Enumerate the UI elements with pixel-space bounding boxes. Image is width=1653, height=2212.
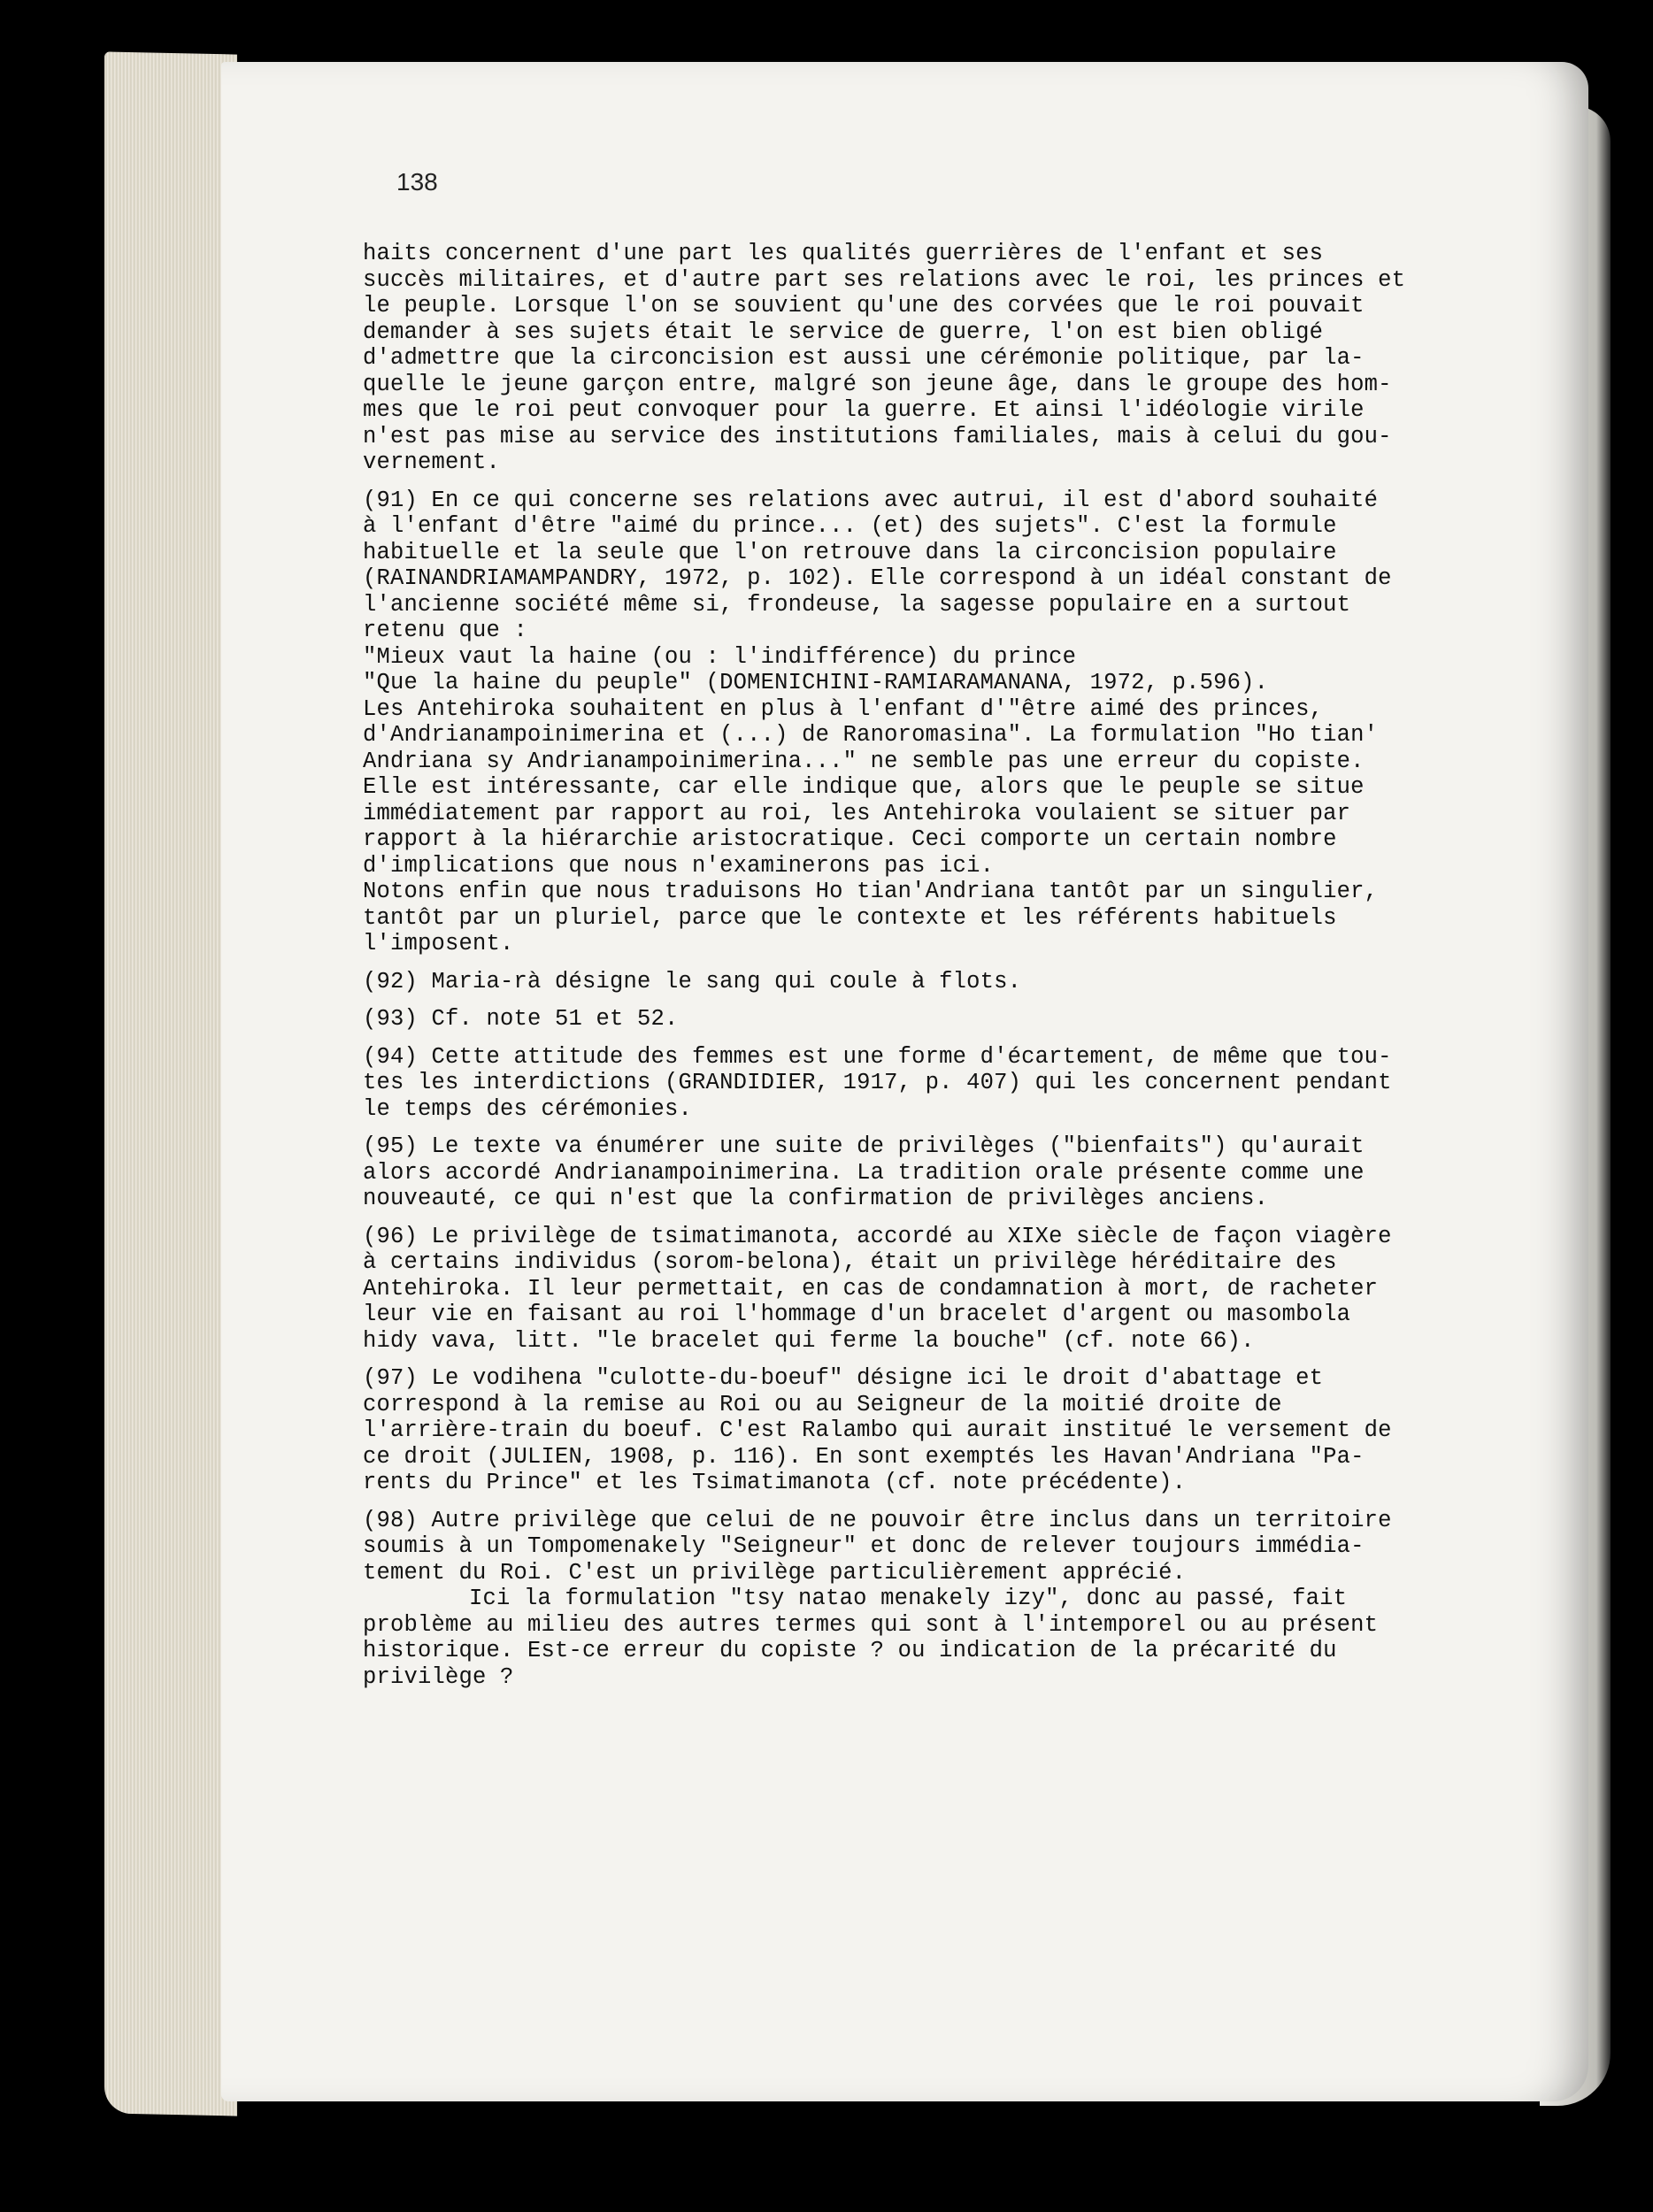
text-line: d'implications que nous n'examinerons pas ici.	[363, 852, 995, 879]
text-line: (92) Maria-rà désigne le sang qui coule à flots.	[363, 968, 1022, 995]
text-line: (96) Le privilège de tsimatimanota, accordé au XIXe siècle de façon viagère	[363, 1223, 1392, 1249]
text-line: le peuple. Lorsque l'on se souvient qu'une des corvées que le roi pouvait	[363, 293, 1365, 319]
text-line: l'arrière-train du boeuf. C'est Ralambo qui aurait institué le versement de	[363, 1417, 1392, 1443]
text-line: correspond à la remise au Roi ou au Seigneur de la moitié droite de	[363, 1391, 1282, 1417]
text-line: tes les interdictions (GRANDIDIER, 1917, p. 407) qui les concernent pendant	[363, 1070, 1392, 1095]
text-line: (91) En ce qui concerne ses relations avec autrui, il est d'abord souhaité	[363, 487, 1379, 513]
text-line: demander à ses sujets était le service de guerre, l'on est bien obligé	[363, 319, 1324, 345]
text-line: succès militaires, et d'autre part ses relations avec le roi, les princes et	[363, 266, 1406, 293]
note-98-continued	[363, 1586, 1438, 1690]
intro-paragraph	[363, 241, 1438, 476]
text-line: rents du Prince" et les Tsimatimanota (cf. note précédente).	[363, 1470, 1187, 1495]
text-line: "Que la haine du peuple" (DOMENICHINI-RAMIARAMANANA, 1972, p.596).	[363, 670, 1269, 695]
text-line: d'admettre que la circoncision est aussi une cérémonie politique, par la-	[363, 345, 1365, 371]
text-line: alors accordé Andrianampoinimerina. La tradition orale présente comme une	[363, 1159, 1365, 1186]
page-text	[363, 241, 1438, 1701]
note-94	[363, 1044, 1438, 1123]
text-line: nouveauté, ce qui n'est que la confirmation de privilèges anciens.	[363, 1186, 1269, 1211]
text-line: rapport à la hiérarchie aristocratique. Ceci comporte un certain nombre	[363, 826, 1337, 852]
text-line: (97) Le vodihena "culotte-du-boeuf" désigne ici le droit d'abattage et	[363, 1365, 1324, 1391]
text-line: vernement.	[363, 449, 501, 475]
text-line: (RAINANDRIAMAMPANDRY, 1972, p. 102). Elle correspond à un idéal constant de	[363, 565, 1392, 591]
text-line: Andriana sy Andrianampoinimerina..." ne semble pas une erreur du copiste.	[363, 748, 1365, 774]
text-line: Notons enfin que nous traduisons Ho tian'Andriana tantôt par un singulier,	[363, 879, 1379, 904]
text-line: privilège ?	[363, 1663, 514, 1690]
text-line: (93) Cf. note 51 et 52.	[363, 1006, 679, 1032]
text-line: "Mieux vaut la haine (ou : l'indifférence) du prince	[363, 643, 1077, 670]
text-line: historique. Est-ce erreur du copiste ? ou indication de la précarité du	[363, 1638, 1337, 1663]
text-line: retenu que :	[363, 618, 528, 643]
text-line: (94) Cette attitude des femmes est une forme d'écartement, de même que tou-	[363, 1043, 1392, 1070]
text-line: Elle est intéressante, car elle indique que, alors que le peuple se situe	[363, 774, 1365, 800]
note-91	[363, 488, 1438, 957]
text-line: (98) Autre privilège que celui de ne pouvoir être inclus dans un territoire	[363, 1507, 1392, 1533]
note-96	[363, 1224, 1438, 1355]
text-line: mes que le roi peut convoquer pour la guerre. Et ainsi l'idéologie virile	[363, 397, 1365, 423]
text-line: quelle le jeune garçon entre, malgré son jeune âge, dans le groupe des hom-	[363, 371, 1392, 397]
text-line: à l'enfant d'être "aimé du prince... (et) des sujets". C'est la formule	[363, 513, 1337, 539]
page-number: 138	[396, 168, 438, 196]
text-line: immédiatement par rapport au roi, les Antehiroka voulaient se situer par	[363, 800, 1351, 826]
text-line: tantôt par un pluriel, parce que le contexte et les référents habituels	[363, 904, 1337, 931]
text-line: leur vie en faisant au roi l'hommage d'un bracelet d'argent ou masombola	[363, 1302, 1351, 1327]
book-page-edges	[104, 51, 237, 2116]
text-line: tement du Roi. C'est un privilège particulièrement apprécié.	[363, 1559, 1187, 1586]
text-line: soumis à un Tompomenakely "Seigneur" et donc de relever toujours immédia-	[363, 1533, 1365, 1559]
text-line: le temps des cérémonies.	[363, 1095, 693, 1122]
note-93	[363, 1006, 1438, 1033]
text-line: à certains individus (sorom-belona), était un privilège héréditaire des	[363, 1249, 1337, 1275]
text-line: problème au milieu des autres termes qui sont à l'intemporel ou au présent	[363, 1611, 1379, 1638]
note-98	[363, 1508, 1438, 1586]
text-line: d'Andrianampoinimerina et (...) de Ranoromasina". La formulation "Ho tian'	[363, 722, 1379, 748]
text-line: habituelle et la seule que l'on retrouve dans la circoncision populaire	[363, 539, 1337, 565]
text-line: Ici la formulation "tsy natao menakely izy", donc au passé, fait	[469, 1586, 1348, 1611]
text-line: ce droit (JULIEN, 1908, p. 116). En sont exemptés les Havan'Andriana "Pa-	[363, 1443, 1365, 1470]
text-line: hidy vava, litt. "le bracelet qui ferme la bouche" (cf. note 66).	[363, 1327, 1255, 1354]
text-line: n'est pas mise au service des institutions familiales, mais à celui du gou-	[363, 423, 1392, 449]
text-line: l'imposent.	[363, 931, 514, 956]
text-line: haits concernent d'une part les qualités guerrières de l'enfant et ses	[363, 241, 1324, 266]
text-line: Antehiroka. Il leur permettait, en cas de condamnation à mort, de racheter	[363, 1275, 1379, 1302]
note-92	[363, 969, 1438, 995]
note-95	[363, 1133, 1438, 1212]
text-line: l'ancienne société même si, frondeuse, la sagesse populaire en a surtout	[363, 591, 1351, 618]
text-line: (95) Le texte va énumérer une suite de privilèges ("bienfaits") qu'aurait	[363, 1133, 1365, 1159]
note-97	[363, 1365, 1438, 1496]
text-line: Les Antehiroka souhaitent en plus à l'enfant d'"être aimé des princes,	[363, 695, 1324, 722]
